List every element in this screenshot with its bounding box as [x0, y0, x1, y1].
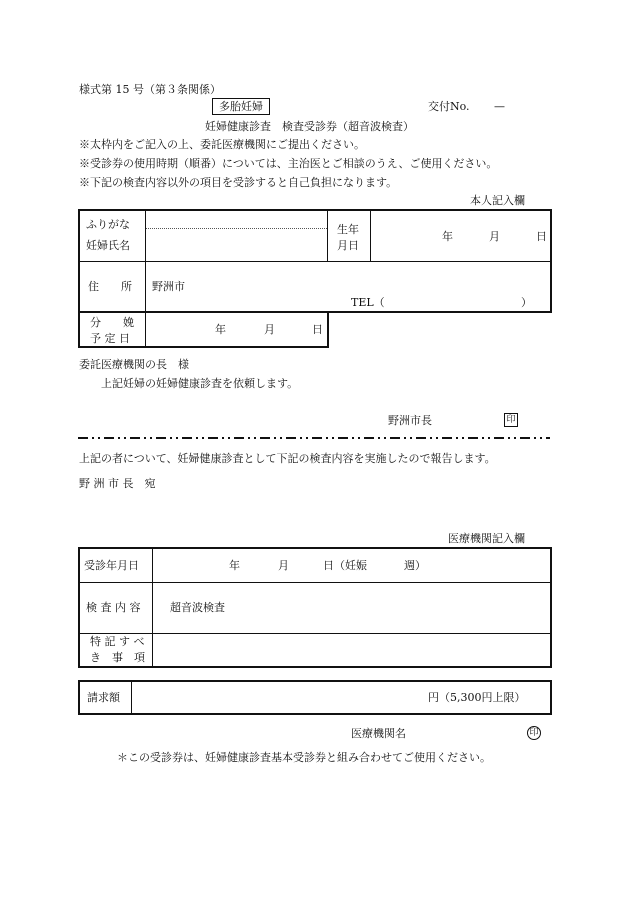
exam-label: 検 査 内 容 [86, 601, 141, 614]
note-1: ※太枠内をご記入の上、委託医療機関にご提出ください。 [79, 138, 365, 151]
request-message: 上記妊婦の妊婦健康診査を依頼します。 [101, 377, 299, 390]
birth-label-2: 月日 [337, 239, 359, 252]
issue-number-label: 交付No. [428, 100, 470, 113]
note-2: ※受診券の使用時期（順番）については、主治医とご相談のうえ、ご使用ください。 [79, 157, 498, 170]
claim-value: 円（5,300円上限） [428, 691, 526, 704]
visit-day-week: 日（妊娠 [323, 559, 367, 572]
name-label: 妊婦氏名 [86, 239, 130, 252]
multiple-pregnancy-badge: 多胎妊婦 [212, 98, 270, 115]
mayor-label: 野洲市長 [388, 414, 432, 427]
due-label-2: 予 定 日 [90, 332, 130, 345]
cut-line [78, 437, 550, 439]
birth-label-1: 生年 [337, 223, 359, 236]
special-label-1: 特 記 す べ [90, 635, 145, 648]
visit-year: 年 [229, 559, 240, 572]
special-label-2: き 事 項 [90, 651, 145, 664]
visit-week: 週） [404, 559, 426, 572]
claim-label: 請求額 [87, 691, 120, 704]
institution-label: 医療機関名 [351, 727, 406, 740]
style-number: 様式第 15 号（第３条関係） [79, 83, 221, 96]
footer-note: ＊この受診券は、妊婦健康診査基本受診券と組み合わせてご使用ください。 [117, 751, 491, 764]
personal-section-label: 本人記入欄 [470, 194, 525, 207]
institution-seal-icon: 印 [527, 726, 541, 740]
exam-value: 超音波検査 [170, 601, 225, 614]
tel-label: TEL（ [351, 296, 385, 309]
issue-number-dash: — [494, 100, 505, 113]
birth-day: 日 [536, 230, 547, 243]
birth-year: 年 [442, 230, 453, 243]
visit-month: 月 [278, 559, 289, 572]
furigana-label: ふりがな [86, 218, 130, 231]
note-3: ※下記の検査内容以外の項目を受診すると自己負担になります。 [79, 176, 398, 189]
address-label: 住 所 [88, 280, 132, 293]
mayor-seal-icon: 印 [504, 413, 518, 427]
medical-section-label: 医療機関記入欄 [448, 532, 525, 545]
form-title: 妊婦健康診査 検査受診券（超音波検査） [205, 120, 414, 133]
request-addressee: 委託医療機関の長 様 [79, 358, 189, 371]
tel-close: ） [521, 296, 532, 309]
visit-date-label: 受診年月日 [84, 559, 139, 572]
due-month: 月 [264, 323, 275, 336]
report-message: 上記の者について、妊婦健康診査として下記の検査内容を実施したので報告します。 [79, 452, 496, 465]
due-day: 日 [312, 323, 323, 336]
address-value: 野洲市 [152, 280, 185, 293]
due-label-1: 分 娩 [90, 316, 134, 329]
report-addressee: 野 洲 市 長 宛 [79, 477, 156, 490]
due-year: 年 [215, 323, 226, 336]
birth-month: 月 [489, 230, 500, 243]
